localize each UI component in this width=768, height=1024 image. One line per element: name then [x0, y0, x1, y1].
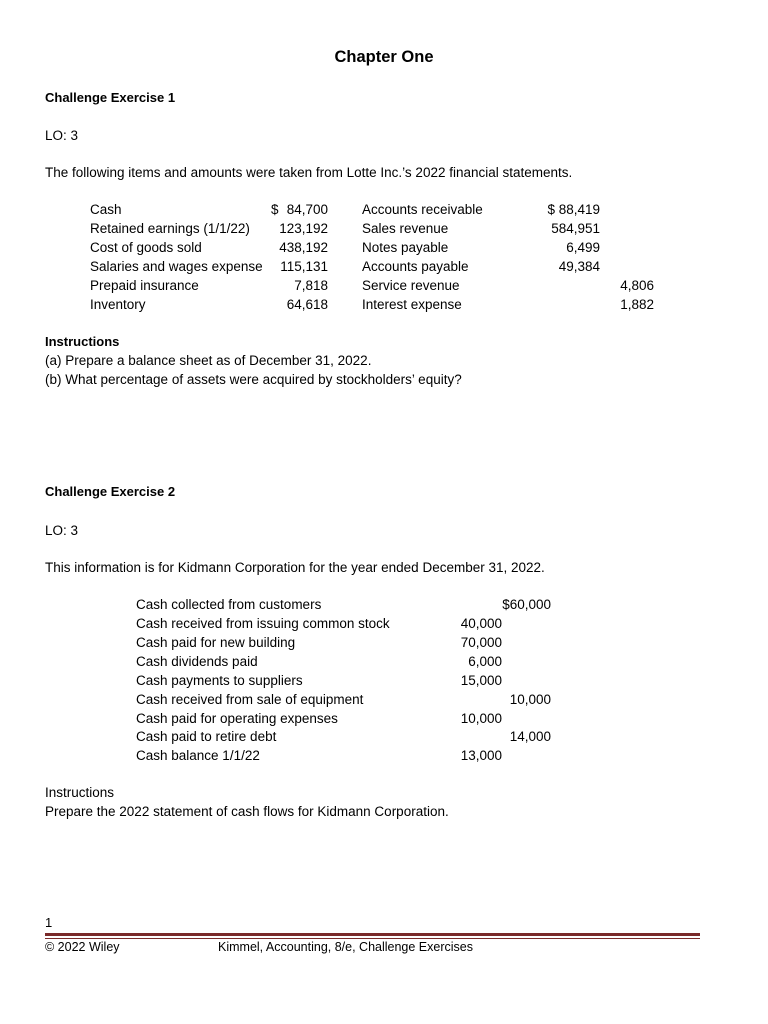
- table-cell-label: Cash balance 1/1/22: [136, 748, 260, 763]
- table-cell-left-amount: 15,000: [460, 673, 502, 688]
- table-cell-right-amount: $60,000: [502, 597, 551, 612]
- table-cell-amount-2: $ 88,419: [547, 202, 600, 217]
- table-cell-label-2: Accounts receivable: [362, 202, 483, 217]
- table-cell-amount-2: 49,384: [558, 259, 600, 274]
- table-cell-left-amount: 6,000: [468, 654, 502, 669]
- table-cell-amount: 438,192: [279, 240, 328, 255]
- table-cell-label-2: Interest expense: [362, 297, 462, 312]
- table-cell-amount-3: 4,806: [620, 278, 654, 293]
- table-cell-amount: 84,700: [286, 202, 328, 217]
- table-cell-label: Cash collected from customers: [136, 597, 322, 612]
- exercise-2-instructions-heading: Instructions: [45, 785, 115, 800]
- table-cell-label: Inventory: [90, 297, 146, 312]
- table-cell-label: Cash payments to suppliers: [136, 673, 303, 688]
- exercise-2-heading: Challenge Exercise 2: [45, 484, 176, 499]
- table-cell-label: Salaries and wages expense: [90, 259, 263, 274]
- table-cell-label: Retained earnings (1/1/22): [90, 221, 250, 236]
- table-cell-label-2: Sales revenue: [362, 221, 449, 236]
- table-cell-label: Cash dividends paid: [136, 654, 258, 669]
- table-cell-label: Cash received from sale of equipment: [136, 692, 364, 707]
- exercise-1-instruction-a: (a) Prepare a balance sheet as of December 31, 2022.: [45, 353, 372, 368]
- table-cell-amount-3: 1,882: [620, 297, 654, 312]
- footer-rule-thick: [45, 933, 700, 936]
- exercise-1-instructions-heading: Instructions: [45, 334, 120, 349]
- table-cell-amount: 123,192: [279, 221, 328, 236]
- table-cell-amount-2: 584,951: [551, 221, 600, 236]
- table-cell-amount: 115,131: [280, 259, 328, 274]
- table-cell-amount: 7,818: [294, 278, 328, 293]
- table-cell-label: Cash received from issuing common stock: [136, 616, 390, 631]
- table-cell-right-amount: 14,000: [509, 729, 551, 744]
- table-cell-label: Cash paid to retire debt: [136, 729, 277, 744]
- exercise-2-instruction: Prepare the 2022 statement of cash flows for Kidmann Corporation.: [45, 804, 449, 819]
- exercise-1-intro: The following items and amounts were taken from Lotte Inc.’s 2022 financial statements.: [45, 165, 573, 180]
- table-cell-label: Cost of goods sold: [90, 240, 202, 255]
- footer-rule-thin: [45, 938, 700, 939]
- exercise-2-lo: LO: 3: [45, 523, 79, 538]
- table-cell-left-amount: 10,000: [460, 711, 502, 726]
- exercise-1-instruction-b: (b) What percentage of assets were acquired by stockholders’ equity?: [45, 372, 462, 387]
- table-cell-label-2: Notes payable: [362, 240, 449, 255]
- table-cell-label-2: Service revenue: [362, 278, 460, 293]
- table-cell-label: Cash paid for operating expenses: [136, 711, 338, 726]
- page-number: 1: [45, 915, 53, 930]
- table-cell-left-amount: 40,000: [460, 616, 502, 631]
- table-cell-amount: 64,618: [286, 297, 328, 312]
- table-cell-amount-2: 6,499: [566, 240, 600, 255]
- table-cell-right-amount: 10,000: [509, 692, 551, 707]
- exercise-1-heading: Challenge Exercise 1: [45, 90, 176, 105]
- table-cell-left-amount: 13,000: [460, 748, 502, 763]
- table-cell-label: Prepaid insurance: [90, 278, 199, 293]
- table-cell-left-amount: 70,000: [460, 635, 502, 650]
- footer-copyright: © 2022 Wiley: [45, 940, 120, 954]
- exercise-2-intro: This information is for Kidmann Corporation for the year ended December 31, 2022.: [45, 560, 545, 575]
- table-cell-dollar: $: [271, 202, 279, 217]
- page-title: Chapter One: [334, 48, 434, 66]
- exercise-1-lo: LO: 3: [45, 128, 79, 143]
- table-cell-label: Cash: [90, 202, 122, 217]
- footer-source: Kimmel, Accounting, 8/e, Challenge Exercises: [218, 940, 473, 954]
- table-cell-label: Cash paid for new building: [136, 635, 296, 650]
- table-cell-label-2: Accounts payable: [362, 259, 469, 274]
